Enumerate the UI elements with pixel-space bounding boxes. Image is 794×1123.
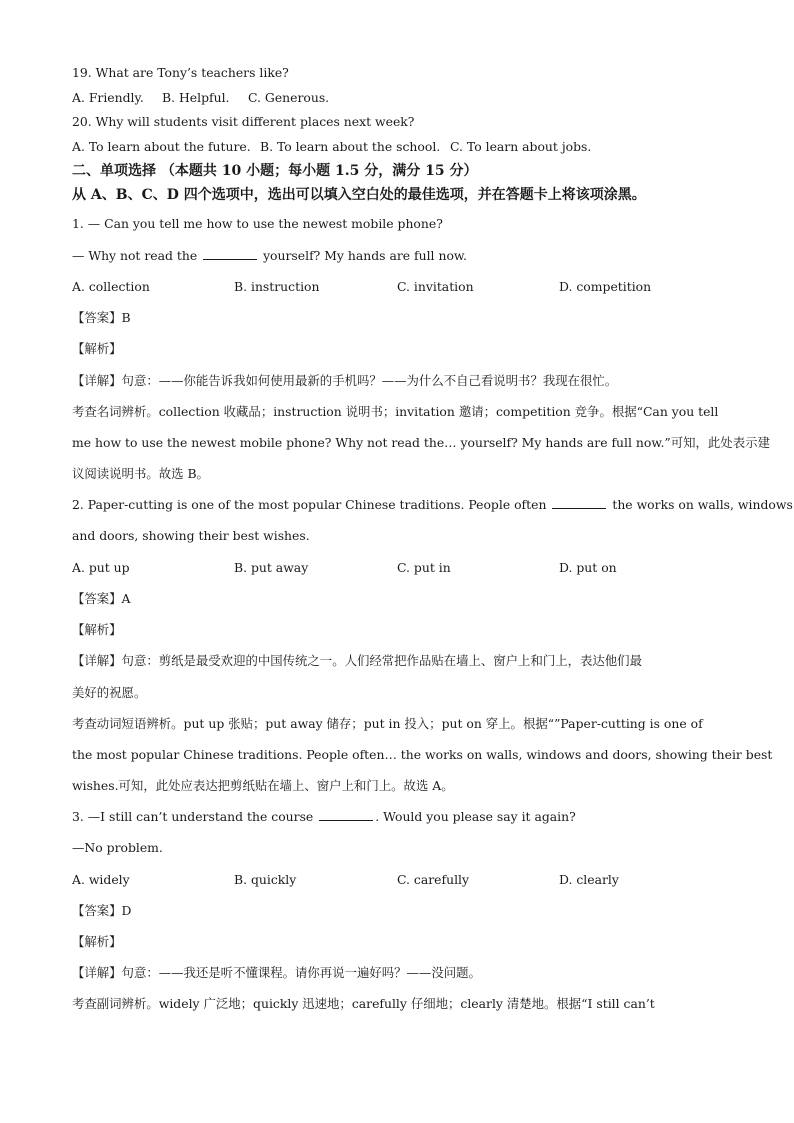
q3-analysis-label: 【解析】 bbox=[72, 934, 122, 949]
q1-option-b: B. instruction bbox=[234, 279, 320, 294]
q2-explanation-line1: 考查动词短语辨析。put up 张贴；put away 储存；put in 投入；put on 穿上。根据“”Paper-cutting is one of bbox=[72, 716, 703, 731]
q2-explanation-line3: wishes.可知，此处应表达把剪纸贴在墙上、窗户上和门上。故选 A。 bbox=[72, 778, 454, 793]
q3-option-a: A. widely bbox=[72, 872, 130, 887]
q1-option-c: C. invitation bbox=[397, 279, 474, 294]
q2-detail-line1: 【详解】句意：剪纸是最受欢迎的中国传统之一。人们经常把作品贴在墙上、窗户上和门上，表达他们最 bbox=[72, 653, 642, 668]
q1-explanation-line2: me how to use the newest mobile phone? Why not read the… yourself? My hands are full now.”可知，此处表示建 bbox=[72, 435, 770, 450]
q19-stem: 19. What are Tony’s teachers like? bbox=[72, 65, 289, 80]
q3-blank bbox=[319, 819, 373, 821]
q1-line2 bbox=[72, 248, 467, 264]
q1-option-a: A. collection bbox=[72, 279, 150, 294]
q1-explanation-line1: 考查名词辨析。collection 收藏品；instruction 说明书；invitation 邀请；competition 竞争。根据“Can you tell bbox=[72, 404, 719, 419]
q3-line1-post: . Would you please say it again? bbox=[375, 809, 576, 824]
q3-line1-pre: 3. —I still can’t understand the course bbox=[72, 809, 314, 824]
q2-option-b: B. put away bbox=[234, 560, 309, 575]
section-title: 二、单项选择 （本题共 10 小题；每小题 1.5 分，满分 15 分） bbox=[72, 163, 478, 179]
q2-line1 bbox=[72, 497, 793, 513]
q3-option-c: C. carefully bbox=[397, 872, 469, 887]
q2-line1-post: the works on walls, windows bbox=[612, 497, 793, 512]
q19-option-c: C. Generous. bbox=[248, 90, 330, 105]
q1-line2-pre: — Why not read the bbox=[72, 248, 198, 263]
q2-option-d: D. put on bbox=[559, 560, 617, 575]
q3-option-b: B. quickly bbox=[234, 872, 297, 887]
q1-blank bbox=[203, 258, 257, 260]
q2-blank bbox=[552, 507, 606, 509]
q1-explanation-line3: 议阅读说明书。故选 B。 bbox=[72, 466, 209, 481]
q3-option-d: D. clearly bbox=[559, 872, 619, 887]
q20-option-a: A. To learn about the future. bbox=[72, 139, 251, 154]
q3-explanation-line1: 考查副词辨析。widely 广泛地；quickly 迅速地；carefully 仔细地；clearly 清楚地。根据“I still can’t bbox=[72, 996, 655, 1011]
q2-analysis-label: 【解析】 bbox=[72, 622, 122, 637]
q3-line2: —No problem. bbox=[72, 840, 163, 855]
q1-line2-post: yourself? My hands are full now. bbox=[263, 248, 467, 263]
q19-option-b: B. Helpful. bbox=[162, 90, 230, 105]
q2-option-c: C. put in bbox=[397, 560, 451, 575]
q1-detail: 【详解】句意：——你能告诉我如何使用最新的手机吗？——为什么不自己看说明书？我现在很忙。 bbox=[72, 373, 618, 388]
q1-line1: 1. — Can you tell me how to use the newest mobile phone? bbox=[72, 216, 443, 231]
q1-answer: 【答案】B bbox=[72, 310, 131, 325]
q2-line2: and doors, showing their best wishes. bbox=[72, 528, 310, 543]
q2-explanation-line2: the most popular Chinese traditions. People often… the works on walls, windows and doors, showing their best bbox=[72, 747, 773, 762]
q20-option-c: C. To learn about jobs. bbox=[450, 139, 592, 154]
q2-option-a: A. put up bbox=[72, 560, 130, 575]
q19-option-a: A. Friendly. bbox=[72, 90, 144, 105]
q1-option-d: D. competition bbox=[559, 279, 652, 294]
q2-answer: 【答案】A bbox=[72, 591, 131, 606]
q2-detail-line2: 美好的祝愿。 bbox=[72, 685, 147, 700]
q3-detail: 【详解】句意：——我还是听不懂课程。请你再说一遍好吗？——没问题。 bbox=[72, 965, 481, 980]
q1-analysis-label: 【解析】 bbox=[72, 341, 122, 356]
q2-line1-pre: 2. Paper-cutting is one of the most popular Chinese traditions. People often bbox=[72, 497, 547, 512]
section-instruction: 从 A、B、C、D 四个选项中，选出可以填入空白处的最佳选项，并在答题卡上将该项涂黑。 bbox=[72, 187, 646, 203]
q3-answer: 【答案】D bbox=[72, 903, 132, 918]
q3-line1 bbox=[72, 809, 576, 825]
q20-stem: 20. Why will students visit different places next week? bbox=[72, 114, 415, 129]
q20-option-b: B. To learn about the school. bbox=[260, 139, 441, 154]
